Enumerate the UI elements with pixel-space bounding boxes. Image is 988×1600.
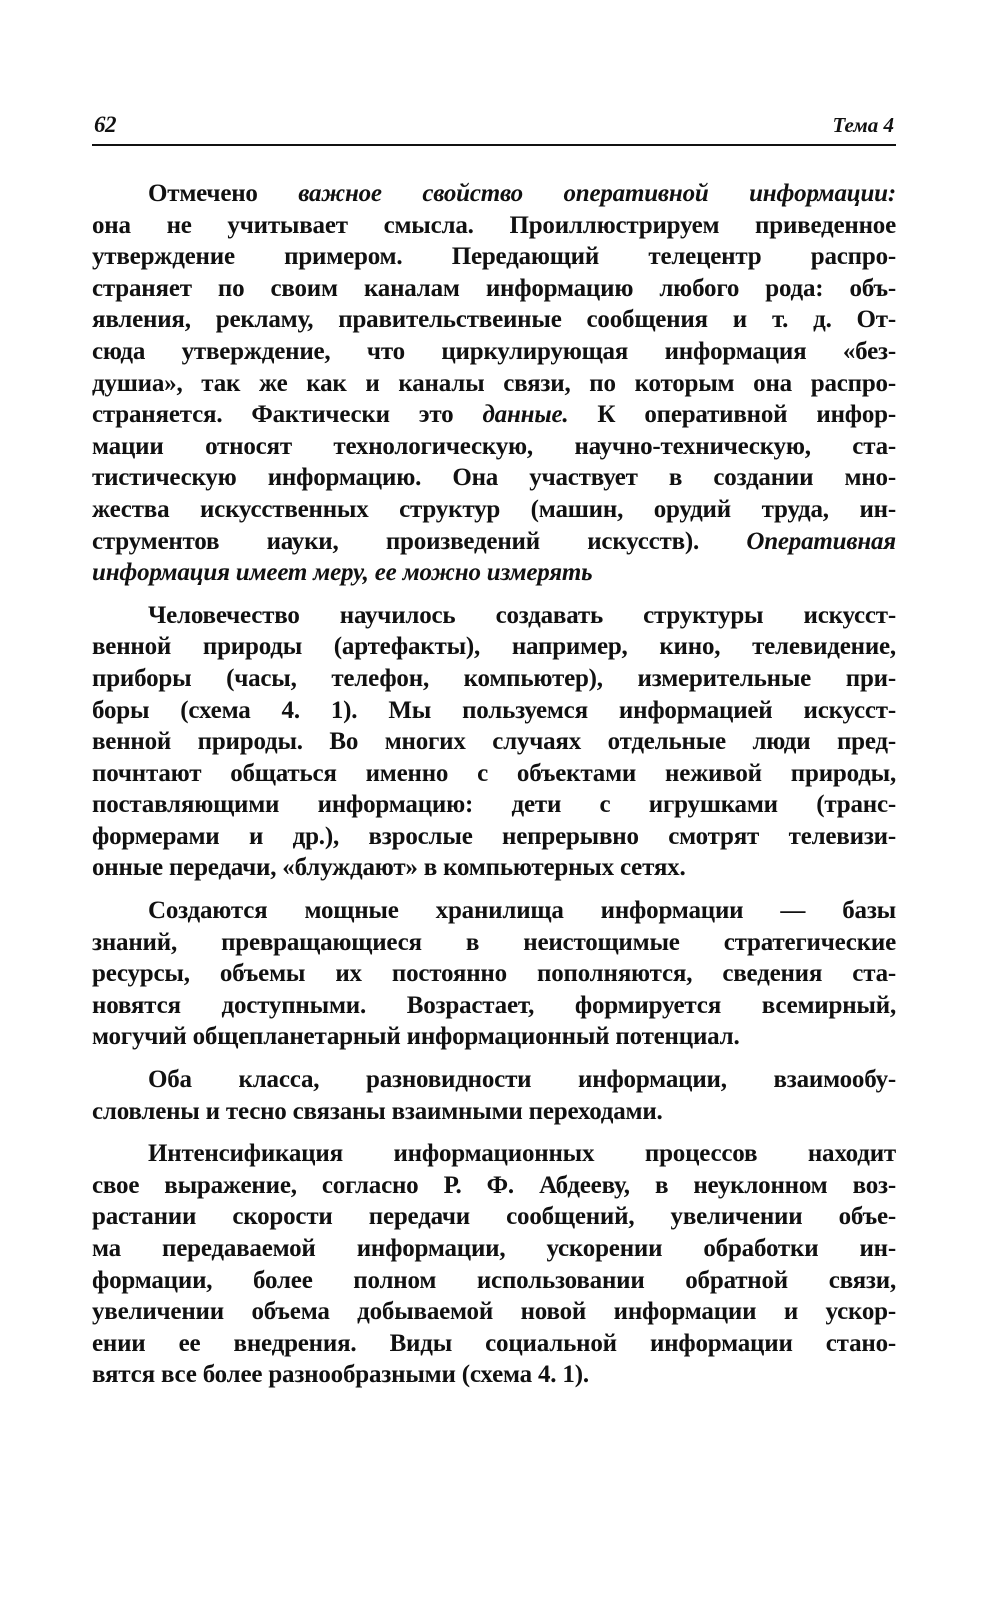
- text-segment: Оба класса, разновидности информации, взаимообу-: [148, 1066, 896, 1094]
- text-segment: поставляющими информацию: дети с игрушками (транс-: [92, 791, 896, 819]
- text-segment: новятся доступными. Возрастает, формируется всемирный,: [92, 991, 896, 1019]
- text-segment: тистическую информацию. Она участвует в создании мно-: [92, 464, 896, 492]
- text-line: [92, 1170, 896, 1202]
- text-segment: формации, более полном использовании обратной связи,: [92, 1266, 896, 1294]
- paragraph: [92, 178, 896, 589]
- text-segment: Отмечено: [148, 180, 299, 207]
- text-segment: страняется. Фактически это: [92, 401, 483, 429]
- text-line: [92, 462, 896, 494]
- emphasis-text: Оперативная: [746, 527, 896, 555]
- text-segment: жества искусственных структур (машин, орудий труда, ин-: [92, 495, 896, 523]
- text-segment: онные передачи, «блуждают» в компьютерных сетях.: [92, 854, 686, 882]
- text-line: [92, 1096, 896, 1128]
- text-line: [92, 241, 896, 273]
- text-line: [92, 178, 896, 210]
- text-line: [92, 695, 896, 727]
- text-line: [92, 1265, 896, 1297]
- text-line: [92, 789, 896, 821]
- text-line: [92, 1064, 896, 1096]
- paragraph: [92, 600, 896, 884]
- text-line: [92, 1359, 896, 1391]
- text-line: [92, 895, 896, 927]
- text-segment: Человечество научилось создавать структуры искусст-: [148, 601, 896, 629]
- paragraph: [92, 1064, 896, 1127]
- text-line: [92, 399, 896, 431]
- body-text: [92, 178, 896, 1558]
- text-segment: душиа», так же как и каналы связи, по которым она распро-: [92, 369, 896, 397]
- text-segment: знаний, превращающиеся в неистощимые стратегические: [92, 928, 896, 956]
- text-line: [92, 494, 896, 526]
- text-line: [92, 758, 896, 790]
- text-segment: она не учитывает смысла. Проиллюстрируем приведенное: [92, 211, 896, 239]
- text-line: [92, 557, 896, 589]
- text-segment: мации относят технологическую, научно-техническую, ста-: [92, 432, 896, 460]
- text-segment: боры (схема 4. 1). Мы пользуемся информацией искусст-: [92, 696, 896, 724]
- emphasis-text: данные.: [482, 401, 569, 429]
- text-segment: Создаются мощные хранилища информации — базы: [148, 897, 896, 925]
- text-line: [92, 1021, 896, 1053]
- text-segment: ма передаваемой информации, ускорении обработки ин-: [92, 1235, 896, 1262]
- text-segment: растании скорости передачи сообщений, увеличении объе-: [92, 1203, 896, 1231]
- paragraph: [92, 1138, 896, 1391]
- paragraph: [92, 895, 896, 1053]
- text-segment: ресурсы, объемы их постоянно пополняются, сведения ста-: [92, 960, 896, 988]
- running-header: [92, 104, 896, 146]
- text-segment: ении ее внедрения. Виды социальной информации стано-: [92, 1329, 896, 1357]
- text-line: [92, 273, 896, 305]
- text-line: [92, 821, 896, 853]
- text-line: [92, 663, 896, 695]
- text-line: [92, 600, 896, 632]
- text-segment: венной природы. Во многих случаях отдельные люди пред-: [92, 728, 896, 756]
- text-segment: утверждение примером. Передающий телецентр распро-: [92, 243, 896, 271]
- text-line: [92, 927, 896, 959]
- text-segment: страняет по своим каналам информацию любого рода: объ-: [92, 274, 896, 302]
- text-line: [92, 1328, 896, 1360]
- text-segment: формерами и др.), взрослые непрерывно смотрят телевизи-: [92, 822, 896, 850]
- text-line: [92, 1201, 896, 1233]
- running-section-title: Тема 4: [832, 113, 894, 137]
- text-line: [92, 336, 896, 368]
- text-segment: К оперативной инфор-: [568, 401, 896, 429]
- text-segment: словлены и тесно связаны взаимными переходами.: [92, 1097, 663, 1125]
- text-line: [92, 726, 896, 758]
- text-segment: явления, рекламу, правительствеиные сообщения и т. д. От-: [92, 306, 896, 334]
- text-line: [92, 852, 896, 884]
- text-line: [92, 431, 896, 463]
- text-line: [92, 1138, 896, 1170]
- text-line: [92, 1233, 896, 1265]
- text-segment: вятся все более разнообразными (схема 4. 1).: [92, 1361, 589, 1389]
- text-line: [92, 526, 896, 558]
- text-segment: приборы (часы, телефон, компьютер), измерительные при-: [92, 664, 896, 692]
- text-line: [92, 958, 896, 990]
- text-segment: венной природы (артефакты), например, кино, телевидение,: [92, 633, 896, 661]
- text-segment: струментов иауки, произведений искусств).: [92, 527, 747, 555]
- text-line: [92, 1296, 896, 1328]
- text-segment: почнтают общаться именно с объектами неживой природы,: [92, 759, 896, 787]
- text-line: [92, 990, 896, 1022]
- emphasis-text: важное свойство оперативной информации:: [298, 180, 896, 207]
- page-number: 62: [94, 112, 116, 137]
- text-segment: могучий общепланетарный информационный потенциал.: [92, 1023, 740, 1051]
- text-segment: сюда утверждение, что циркулирующая информация «без-: [92, 337, 896, 365]
- text-segment: увеличении объема добываемой новой информации и ускор-: [92, 1298, 896, 1326]
- text-segment: Интенсификация информационных процессов находит: [148, 1140, 896, 1168]
- text-line: [92, 210, 896, 242]
- text-line: [92, 304, 896, 336]
- emphasis-text: информация имеет меру, ее можно измерять: [92, 559, 593, 587]
- text-line: [92, 368, 896, 400]
- text-segment: свое выражение, согласно Р. Ф. Абдееву, в неуклонном воз-: [92, 1171, 896, 1199]
- text-line: [92, 631, 896, 663]
